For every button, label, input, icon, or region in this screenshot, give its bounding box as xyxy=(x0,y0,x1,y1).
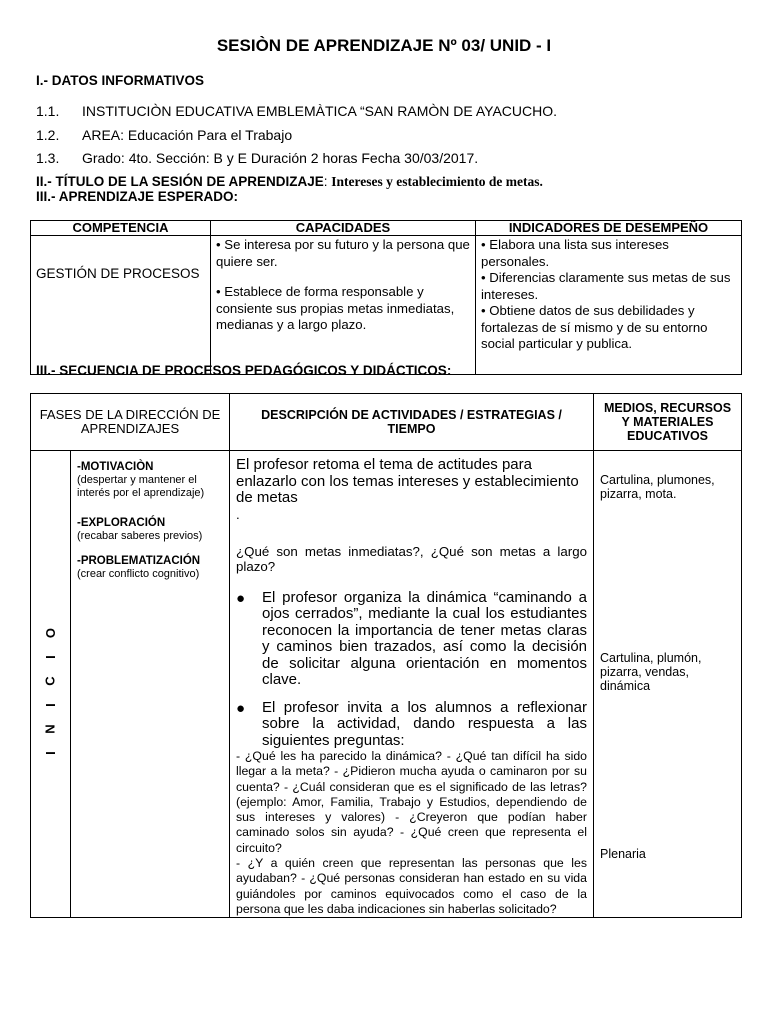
info-item-number: 1.2. xyxy=(36,127,60,143)
phase-letter: O xyxy=(42,627,58,639)
info-item-text: INSTITUCIÒN EDUCATIVA EMBLEMÀTICA “SAN RAMÒN DE AYACUCHO. xyxy=(82,103,558,119)
step-description: (recabar saberes previos) xyxy=(77,530,203,542)
header-competencia: COMPETENCIA xyxy=(31,221,211,236)
capacidades-cell xyxy=(211,236,476,375)
description-question: ¿Qué son metas inmediatas?, ¿Qué son metas a largo plazo? xyxy=(236,543,587,574)
section-heading-datos: I.- DATOS INFORMATIVOS xyxy=(36,73,204,88)
phase-letter: I xyxy=(42,655,58,659)
section-heading-aprendizaje: III.- APRENDIZAJE ESPERADO: xyxy=(36,189,239,204)
reflection-questions: - ¿Y a quién creen que representan las personas que les ayudaban? - ¿Qué personas consideran han estado en su vida guiándoles por caminos equivocados como el caso de la persona que les daba indicaciones sin haberlas solicitado? xyxy=(236,856,587,916)
capacidad-item: • Se interesa por su futuro y la persona que quiere ser. xyxy=(216,237,470,269)
phases-table xyxy=(30,393,742,918)
steps-cell xyxy=(71,451,230,918)
step-motivacion xyxy=(77,461,227,500)
section-heading-secuencia: III.- SECUENCIA DE PROCESOS PEDAGÓGICOS Y DIDÁCTICOS: xyxy=(36,363,452,378)
session-title-separator: : xyxy=(323,174,332,189)
indicador-item: • Elabora una lista sus intereses personales. xyxy=(481,237,669,269)
info-item-text: AREA: Educación Para el Trabajo xyxy=(82,127,293,143)
session-title-value: Intereses y establecimiento de metas. xyxy=(331,174,543,189)
description-intro: El profesor retoma el tema de actitudes para enlazarlo con los temas intereses y establecimiento de metas xyxy=(236,456,579,506)
info-item-text: Grado: 4to. Sección: B y E Duración 2 horas Fecha 30/03/2017. xyxy=(82,150,479,166)
document-title: SESIÒN DE APRENDIZAJE Nº 03/ UNID - I xyxy=(216,36,552,55)
capacidad-item: • Establece de forma responsable y consiente sus propias metas inmediatas, medianas y a largo plazo. xyxy=(216,284,455,332)
description-bullet xyxy=(236,590,587,689)
bullet-text: El profesor organiza la dinámica “caminando a ojos cerrados”, mediante la cual los estudiantes reconocen la importancia de tener metas claras y caminos bien trazados, así como la decisión de solicitar alguna orientación en momentos clave. xyxy=(262,588,587,688)
session-title-line xyxy=(36,174,543,190)
competencia-cell xyxy=(31,236,211,375)
reflection-questions: - ¿Qué les ha parecido la dinámica? - ¿Qué tan difícil ha sido llegar a la meta? - ¿Pidieron mucha ayuda o caminaron por su cuenta? - ¿Cuál consideran que es el significado de las letras? (ejemplo: Amor, Familia, Trabajo y Estudios, dependiendo de sus intereses y valores) - ¿Creyeron que podían haber caminado solos sin ayuda? - ¿Qué creen que representa el circuito? xyxy=(236,749,587,855)
resource-item: Plenaria xyxy=(600,847,646,861)
step-description: (despertar y mantener el interés por el aprendizaje) xyxy=(77,474,205,499)
description-cell xyxy=(230,451,594,918)
step-name: -MOTIVACIÒN xyxy=(77,461,154,473)
phase-letter: N xyxy=(42,724,58,734)
resource-item: Cartulina, plumones, pizarra, mota. xyxy=(600,473,715,501)
info-item-number: 1.1. xyxy=(36,103,60,119)
step-exploracion xyxy=(77,517,227,543)
step-problematizacion xyxy=(77,555,227,581)
phase-letter: C xyxy=(42,676,58,686)
phase-letter: I xyxy=(42,703,58,707)
header-medios: MEDIOS, RECURSOS Y MATERIALES EDUCATIVOS xyxy=(594,394,742,451)
bullet-icon: ● xyxy=(236,589,246,607)
bullet-icon: ● xyxy=(236,699,246,717)
bullet-text: El profesor invita a los alumnos a reflexionar sobre la actividad, dando respuesta a las siguientes preguntas: xyxy=(262,698,587,749)
header-capacidades: CAPACIDADES xyxy=(211,221,476,236)
session-title-label: II.- TÍTULO DE LA SESIÓN DE APRENDIZAJE xyxy=(36,174,324,189)
step-name: -PROBLEMATIZACIÓN xyxy=(77,555,201,567)
competency-table xyxy=(30,220,742,375)
phase-name-vertical xyxy=(42,621,58,765)
phase-name-cell xyxy=(31,451,71,918)
step-description: (crear conflicto cognitivo) xyxy=(77,568,200,580)
info-item-number: 1.3. xyxy=(36,150,60,166)
resources-cell xyxy=(594,451,742,918)
resource-item: Cartulina, plumón, pizarra, vendas, dinámica xyxy=(600,651,702,693)
header-descripcion: DESCRIPCIÓN DE ACTIVIDADES / ESTRATEGIAS / TIEMPO xyxy=(230,394,594,451)
description-dot: . xyxy=(236,506,240,522)
description-bullet xyxy=(236,700,587,750)
header-fases: FASES DE LA DIRECCIÓN DE APRENDIZAJES xyxy=(31,394,230,451)
competencia-text: GESTIÓN DE PROCESOS xyxy=(36,266,200,281)
indicador-item: • Obtiene datos de sus debilidades y fortalezas de sí mismo y de su entorno social particular y publica. xyxy=(481,303,708,351)
indicador-item: • Diferencias claramente sus metas de sus intereses. xyxy=(481,270,731,302)
step-name: -EXPLORACIÓN xyxy=(77,517,166,529)
indicadores-cell xyxy=(476,236,742,375)
header-indicadores: INDICADORES DE DESEMPEÑO xyxy=(476,221,742,236)
phase-letter: I xyxy=(42,751,58,755)
